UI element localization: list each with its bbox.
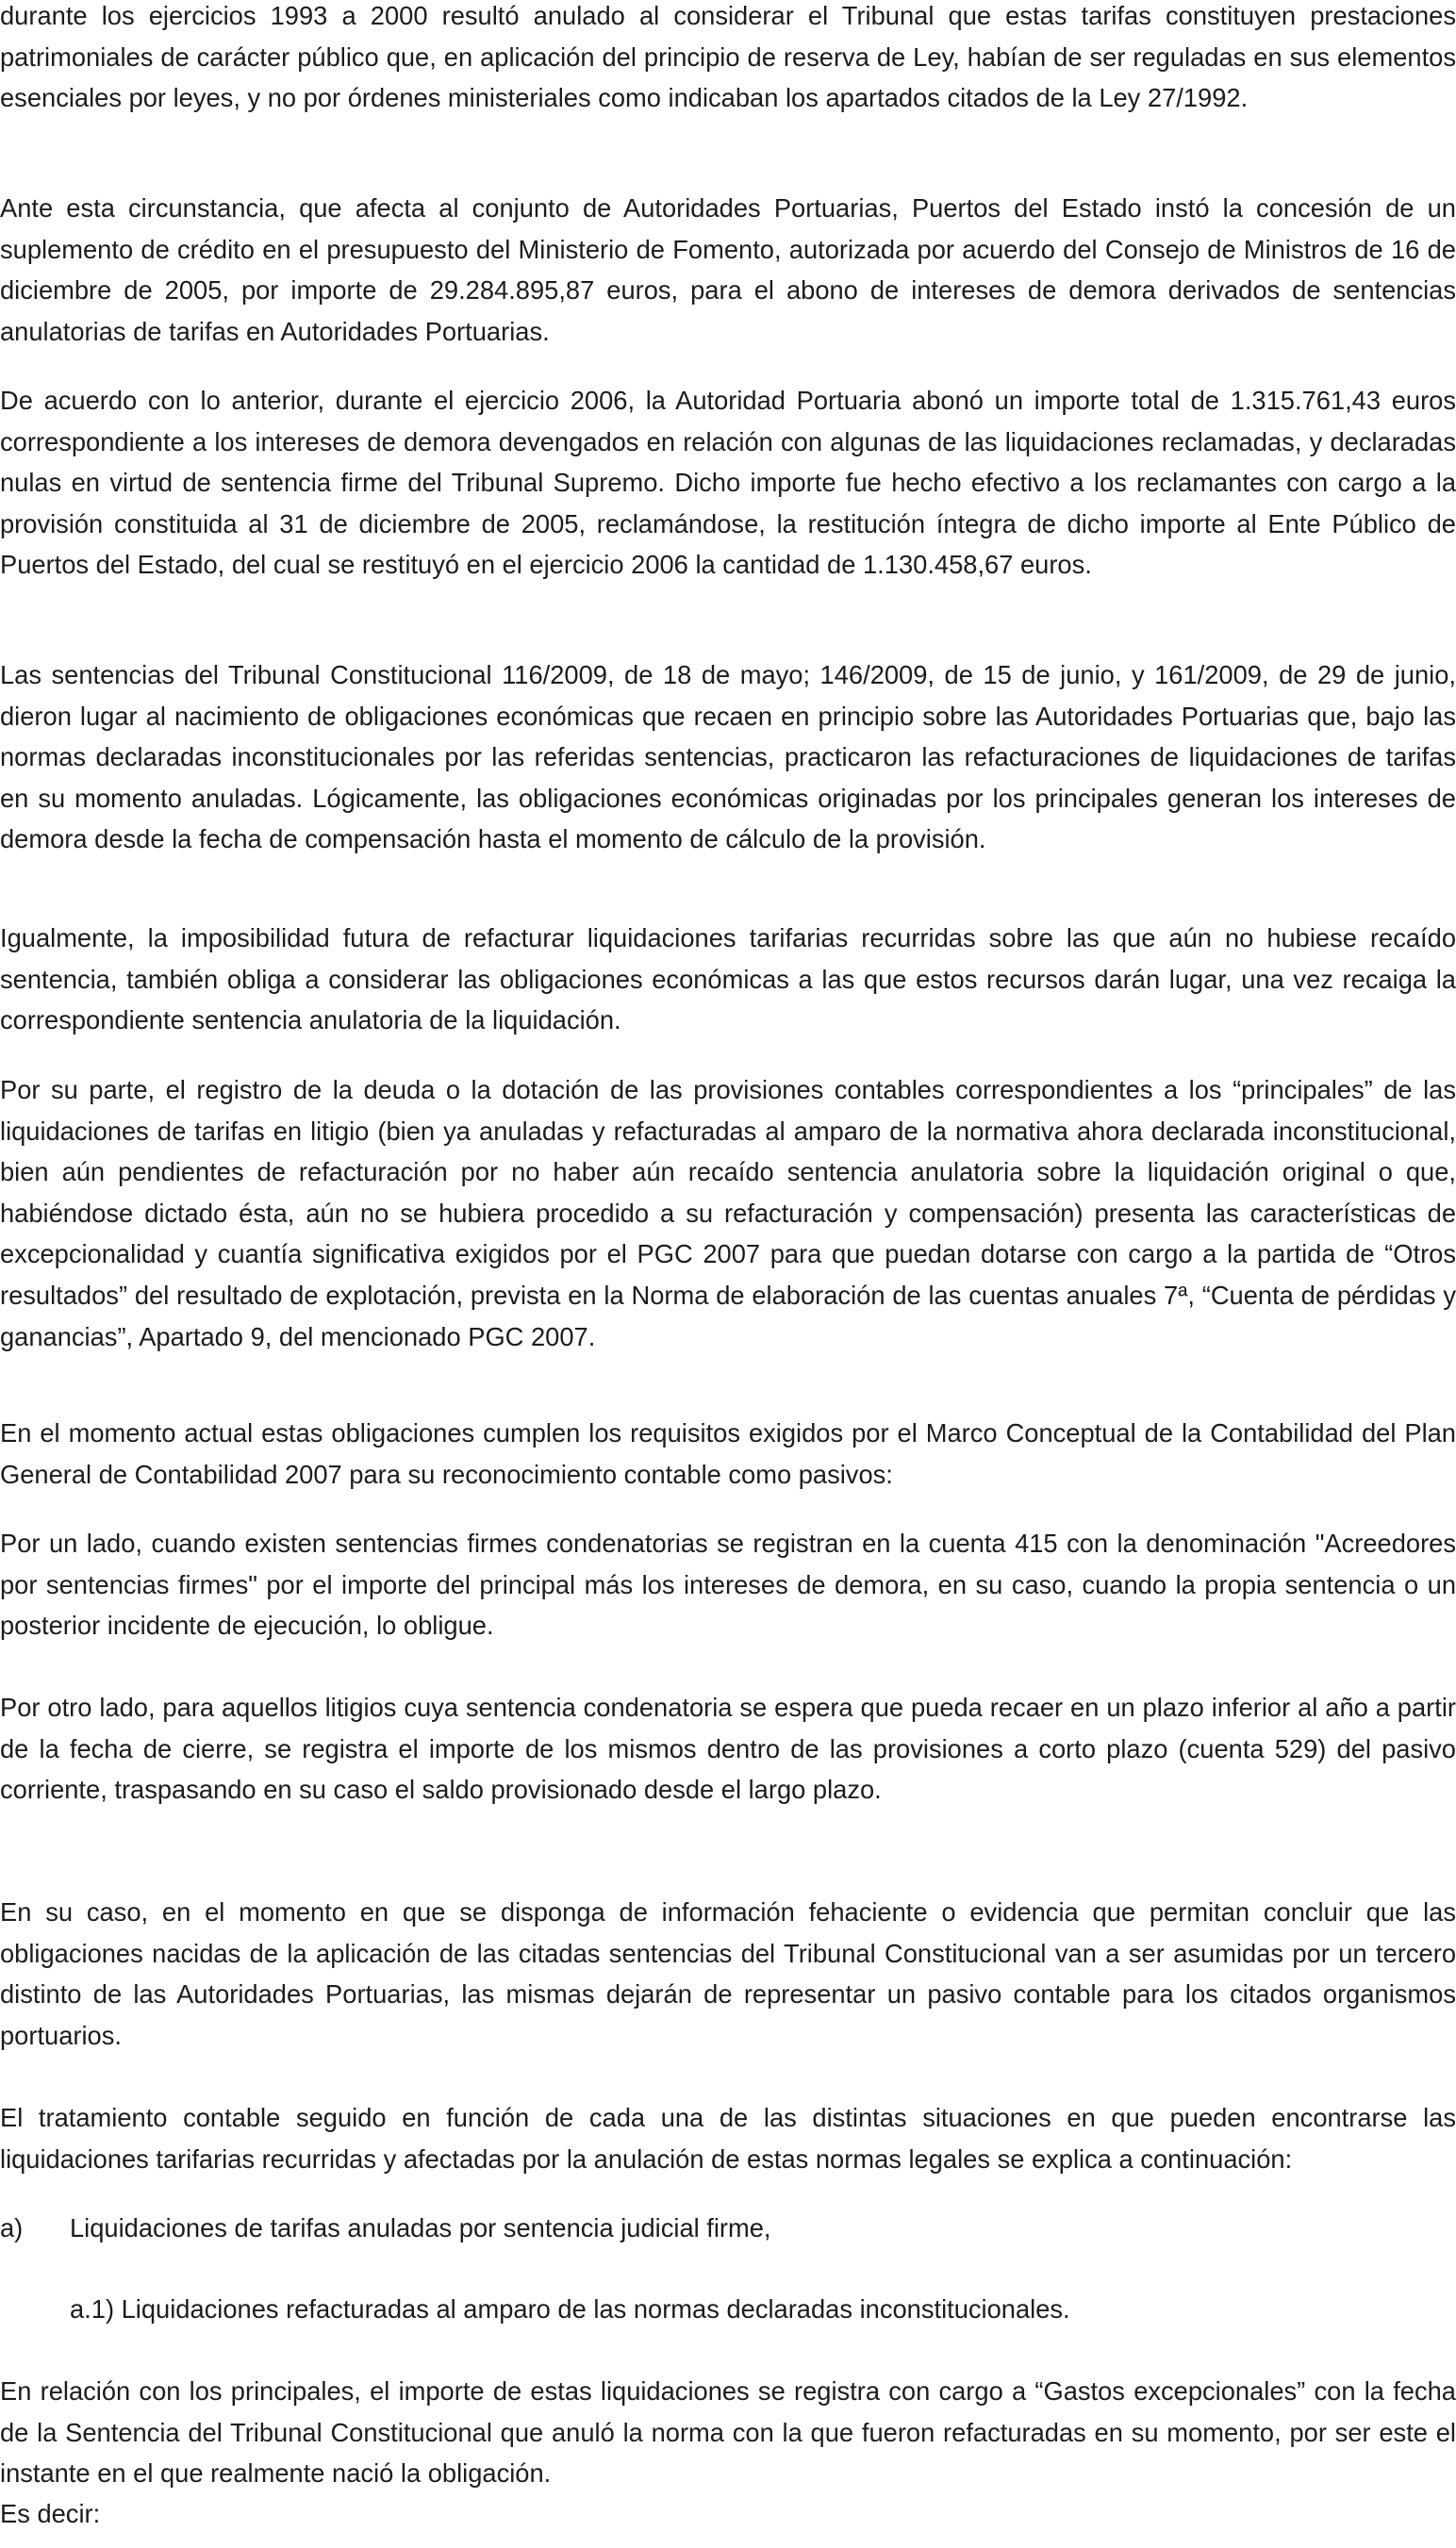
list-marker: a) [0, 2213, 24, 2242]
paragraph-10: En su caso, en el momento en que se disponga de información fehaciente o evidencia que permitan concluir que las obligaciones nacidas de la aplicación de las citadas sentencias del Tribunal Constitucional van a ser asumidas por un tercero distinto de las Autoridades Portuarias, las mismas dejarán de representar un pasivo contable para los citados organismos portuarios. [0, 1897, 1456, 2050]
paragraph-2: Ante esta circunstancia, que afecta al conjunto de Autoridades Portuarias, Puertos del Estado instó la concesión de un suplemento de crédito en el presupuesto del Ministerio de Fomento, autorizada por acuerdo del Consejo de Ministros de 16 de diciembre de 2005, por importe de 29.284.895,87 euros, para el abono de intereses de demora derivados de sentencias anulatorias de tarifas en Autoridades Portuarias. [0, 193, 1456, 346]
paragraph-1: durante los ejercicios 1993 a 2000 resultó anulado al considerar el Tribunal que estas tarifas constituyen prestaciones patrimoniales de carácter público que, en aplicación del principio de reserva de Ley, habían de ser reguladas en sus elementos esenciales por leyes, y no por órdenes ministeriales como indicaban los apartados citados de la Ley 27/1992. [0, 1, 1456, 113]
paragraph-7: En el momento actual estas obligaciones cumplen los requisitos exigidos por el Marco Conceptual de la Contabilidad del Plan General de Contabilidad 2007 para su reconocimiento contable como pasivos: [0, 1418, 1456, 1489]
paragraph-11: El tratamiento contable seguido en función de cada una de las distintas situaciones en que pueden encontrarse las liquidaciones tarifarias recurridas y afectadas por la anulación de estas normas legales se explica a continuación: [0, 2103, 1456, 2174]
paragraph-5: Igualmente, la imposibilidad futura de refacturar liquidaciones tarifarias recurridas sobre las que aún no hubiese recaído sentencia, también obliga a considerar las obligaciones económicas a las que estos recursos darán lugar, una vez recaiga la correspondiente sentencia anulatoria de la liquidación. [0, 923, 1456, 1035]
paragraph-4: Las sentencias del Tribunal Constitucional 116/2009, de 18 de mayo; 146/2009, de 15 de junio, y 161/2009, de 29 de junio, dieron lugar al nacimiento de obligaciones económicas que recaen en principio sobre las Autoridades Portuarias que, bajo las normas declaradas inconstitucionales por las referidas sentencias, practicaron las refacturaciones de liquidaciones de tarifas en su momento anuladas. Lógicamente, las obligaciones económicas originadas por los principales generan los intereses de demora desde la fecha de compensación hasta el momento de cálculo de la provisión. [0, 660, 1456, 854]
list-item-text: Liquidaciones de tarifas anuladas por sentencia judicial firme, [70, 2213, 771, 2242]
paragraph-8: Por un lado, cuando existen sentencias firmes condenatorias se registran en la cuenta 415 con la denominación "Acreedores por sentencias firmes" por el importe del principal más los intereses de demora, en su caso, cuando la propia sentencia o un posterior incidente de ejecución, lo obligue. [0, 1529, 1456, 1641]
paragraph-9: Por otro lado, para aquellos litigios cuya sentencia condenatoria se espera que pueda recaer en un plazo inferior al año a partir de la fecha de cierre, se registra el importe de los mismos dentro de las provisiones a corto plazo (cuenta 529) del pasivo corriente, traspasando en su caso el saldo provisionado desde el largo plazo. [0, 1693, 1456, 1805]
final-line: Es decir: [0, 2499, 101, 2528]
paragraph-3: De acuerdo con lo anterior, durante el ejercicio 2006, la Autoridad Portuaria abonó un importe total de 1.315.761,43 euros correspondiente a los intereses de demora devengados en relación con algunas de las liquidaciones reclamadas, y declaradas nulas en virtud de sentencia firme del Tribunal Supremo. Dicho importe fue hecho efectivo a los reclamantes con cargo a la provisión constituida al 31 de diciembre de 2005, reclamándose, la restitución íntegra de dicho importe al Ente Público de Puertos del Estado, del cual se restituyó en el ejercicio 2006 la cantidad de 1.130.458,67 euros. [0, 386, 1456, 580]
final-paragraph: En relación con los principales, el importe de estas liquidaciones se registra con cargo a “Gastos excepcionales” con la fecha de la Sentencia del Tribunal Constitucional que anuló la norma con la que fueron refacturadas en su momento, por ser este el instante en el que realmente nació la obligación. [0, 2376, 1456, 2489]
sub-list-item-a1: a.1) Liquidaciones refacturadas al amparo de las normas declaradas inconstitucionales. [70, 2294, 1070, 2324]
paragraph-6: Por su parte, el registro de la deuda o la dotación de las provisiones contables correspondientes a los “principales” de las liquidaciones de tarifas en litigio (bien ya anuladas y refacturadas al amparo de la normativa ahora declarada inconstitucional, bien aún pendientes de refacturación por no haber aún recaído sentencia anulatoria sobre la liquidación original o que, habiéndose dictado ésta, aún no se hubiera procedido a su refacturación y compensación) presenta las características de excepcionalidad y cuantía significativa exigidos por el PGC 2007 para que puedan dotarse con cargo a la partida de “Otros resultados” del resultado de explotación, prevista en la Norma de elaboración de las cuentas anuales 7ª, “Cuenta de pérdidas y ganancias”, Apartado 9, del mencionado PGC 2007. [0, 1075, 1456, 1351]
